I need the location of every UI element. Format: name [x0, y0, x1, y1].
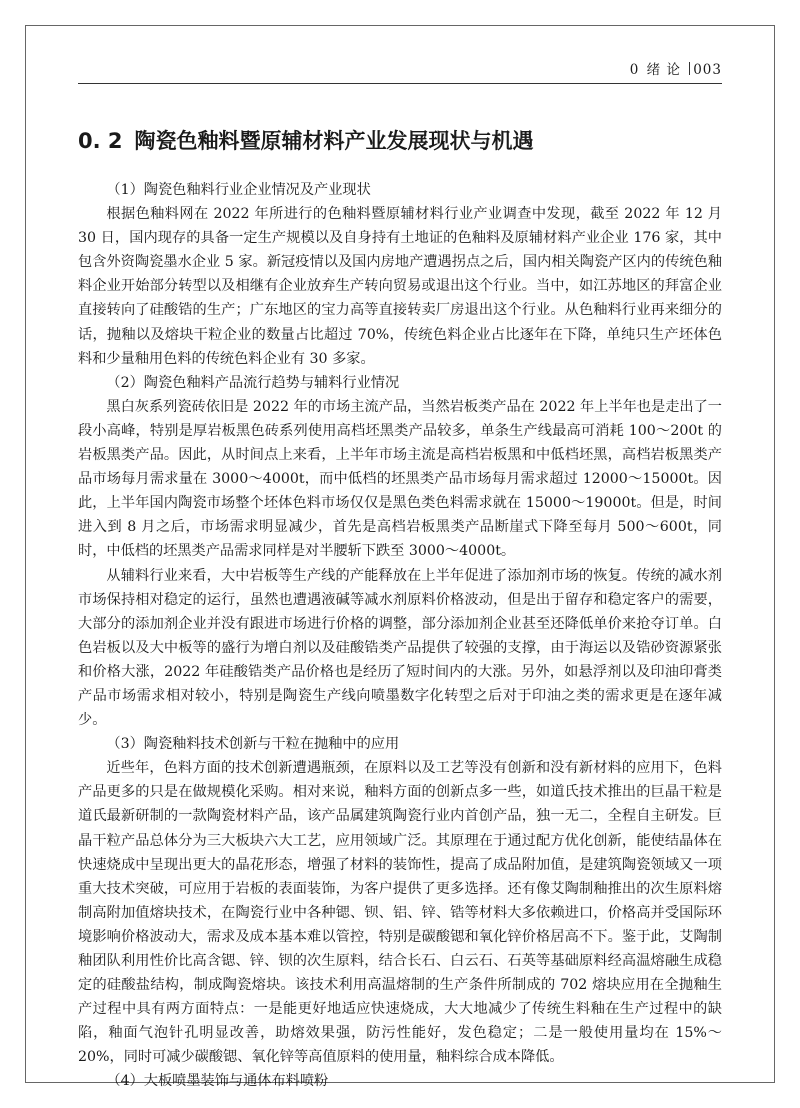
subheading-1: （1）陶瓷色釉料行业企业情况及产业现状 [106, 182, 371, 198]
chapter-number: 0 [629, 62, 640, 78]
section-heading [78, 125, 534, 155]
header-separator [689, 62, 690, 75]
page-number: 003 [693, 62, 722, 78]
section-title: 陶瓷色釉料暨原辅材料产业发展现状与机遇 [134, 129, 534, 153]
subheading-3: （3）陶瓷釉料技术创新与干粒在抛釉中的应用 [106, 736, 400, 753]
body-text [78, 178, 722, 1094]
paragraph-4: 近些年，色料方面的技术创新遭遇瓶颈，在原料以及工艺等没有创新和没有新材料的应用下，色料产品更多的只是在做规模化采购。相对来说，釉料方面的创新点多一些，如道氏技术推出的巨晶干粒是道氏最新研制的一款陶瓷材料产品，该产品属建筑陶瓷行业内首创产品，独一无二，全程自主研发。巨晶干粒产品总体分为三大板块六大工艺，应用领域广泛。其原理在于通过配方优化创新，能使结晶体在快速烧成中呈现出更大的晶花形态，增强了材料的装饰性，提高了成品附加值，是建筑陶瓷领域又一项重大技术突破，可应用于岩板的表面装饰，为客户提供了更多选择。还有像艾陶制釉推出的次生原料熔制高附加值熔块技术，在陶瓷行业中各种锶、钡、铝、锌、锆等材料大多依赖进口，价格高并受国际环境影响价格波动大，需求及成本基本难以管控，特别是碳酸锶和氧化锌价格居高不下。鉴于此，艾陶制釉团队利用性价比高含锶、锌、钡的次生原料，结合长石、白云石、石英等基础原料经高温熔融生成稳定的硅酸盐结构，制成陶瓷熔块。该技术利用高温熔制的生产条件所制成的 702 熔块应用在全抛釉生产过程中具有两方面特点：一是能更好地适应快速烧成，大大地减少了传统生料釉在生产过程中的缺陷，釉面气泡针孔明显改善，助熔效果强，防污性能好，发色稳定；二是一般使用量均在 15%～20%，同时可减少碳酸锶、氧化锌等高值原料的使用量，釉料综合成本降低。 [78, 760, 722, 1066]
paragraph-3: 从辅料行业来看，大中岩板等生产线的产能释放在上半年促进了添加剂市场的恢复。传统的减水剂市场保持相对稳定的运行，虽然也遭遇液碱等减水剂原料价格波动，但是出于留存和稳定客户的需要，大部分的添加剂企业并没有跟进市场进行价格的调整，部分添加剂企业甚至还降低单价来抢夺订单。白色岩板以及大中板等的盛行为增白剂以及硅酸锆类产品提供了较强的支撑，由于海运以及锆砂资源紧张和价格大涨，2022 年硅酸锆类产品价格也是经历了短时间内的大涨。另外，如悬浮剂以及印油印膏类产品市场需求相对较小，特别是陶瓷生产线向喷墨数字化转型之后对于印油之类的需求更是在逐年减少。 [78, 567, 722, 729]
section-number: 0. 2 [78, 129, 123, 153]
chapter-title: 绪 论 [646, 62, 681, 78]
subheading-4: （4）大板喷墨装饰与通体布料喷粉 [106, 1073, 329, 1090]
paragraph-1: 根据色釉料网在 2022 年所进行的色釉料暨原辅材料行业产业调查中发现，截至 2022 年 12 月 30 日，国内现存的具备一定生产规模以及自身持有土地证的色釉料及原辅材料产业企业 176 家，其中包含外资陶瓷墨水企业 5 家。新冠疫情以及国内房地产遭遇拐点之后，国内相关陶瓷产区内的传统色釉料企业开始部分转型以及相继有企业放弃生产转向贸易或退出这个行业。当中，如江苏地区的拜富企业直接转向了硅酸锆的生产；广东地区的宝力高等直接转卖厂房退出这个行业。从色釉料行业再来细分的话，抛釉以及熔块干粒企业的数量占比超过 70%，传统色料企业占比逐年在下降，单纯只生产坯体色料和少量釉用色料的传统色料企业有 30 多家。 [78, 206, 722, 367]
paragraph-2: 黑白灰系列瓷砖依旧是 2022 年的市场主流产品，当然岩板类产品在 2022 年上半年也是走出了一段小高峰，特别是厚岩板黑色砖系列使用高档坯黑类产品较多，单条生产线最高可消耗 100～200t 的岩板黑类产品。因此，从时间点上来看，上半年市场主流是高档岩板黑和中低档坯黑，高档岩板黑类产品市场每月需求量在 3000～4000t，而中低档的坯黑类产品市场每月需求超过 12000～15000t。因此，上半年国内陶瓷市场整个坯体色料市场仅仅是黑色类色料需求就在 15000～19000t。但是，时间进入到 8 月之后，市场需求明显减少，首先是高档岩板黑类产品断崖式下降至每月 500～600t，同时，中低档的坯黑类产品需求同样是对半腰斩下跌至 3000～4000t。 [78, 398, 722, 560]
subheading-2: （2）陶瓷色釉料产品流行趋势与辅料行业情况 [106, 374, 400, 391]
running-header [630, 58, 722, 78]
header-rule [78, 83, 722, 84]
